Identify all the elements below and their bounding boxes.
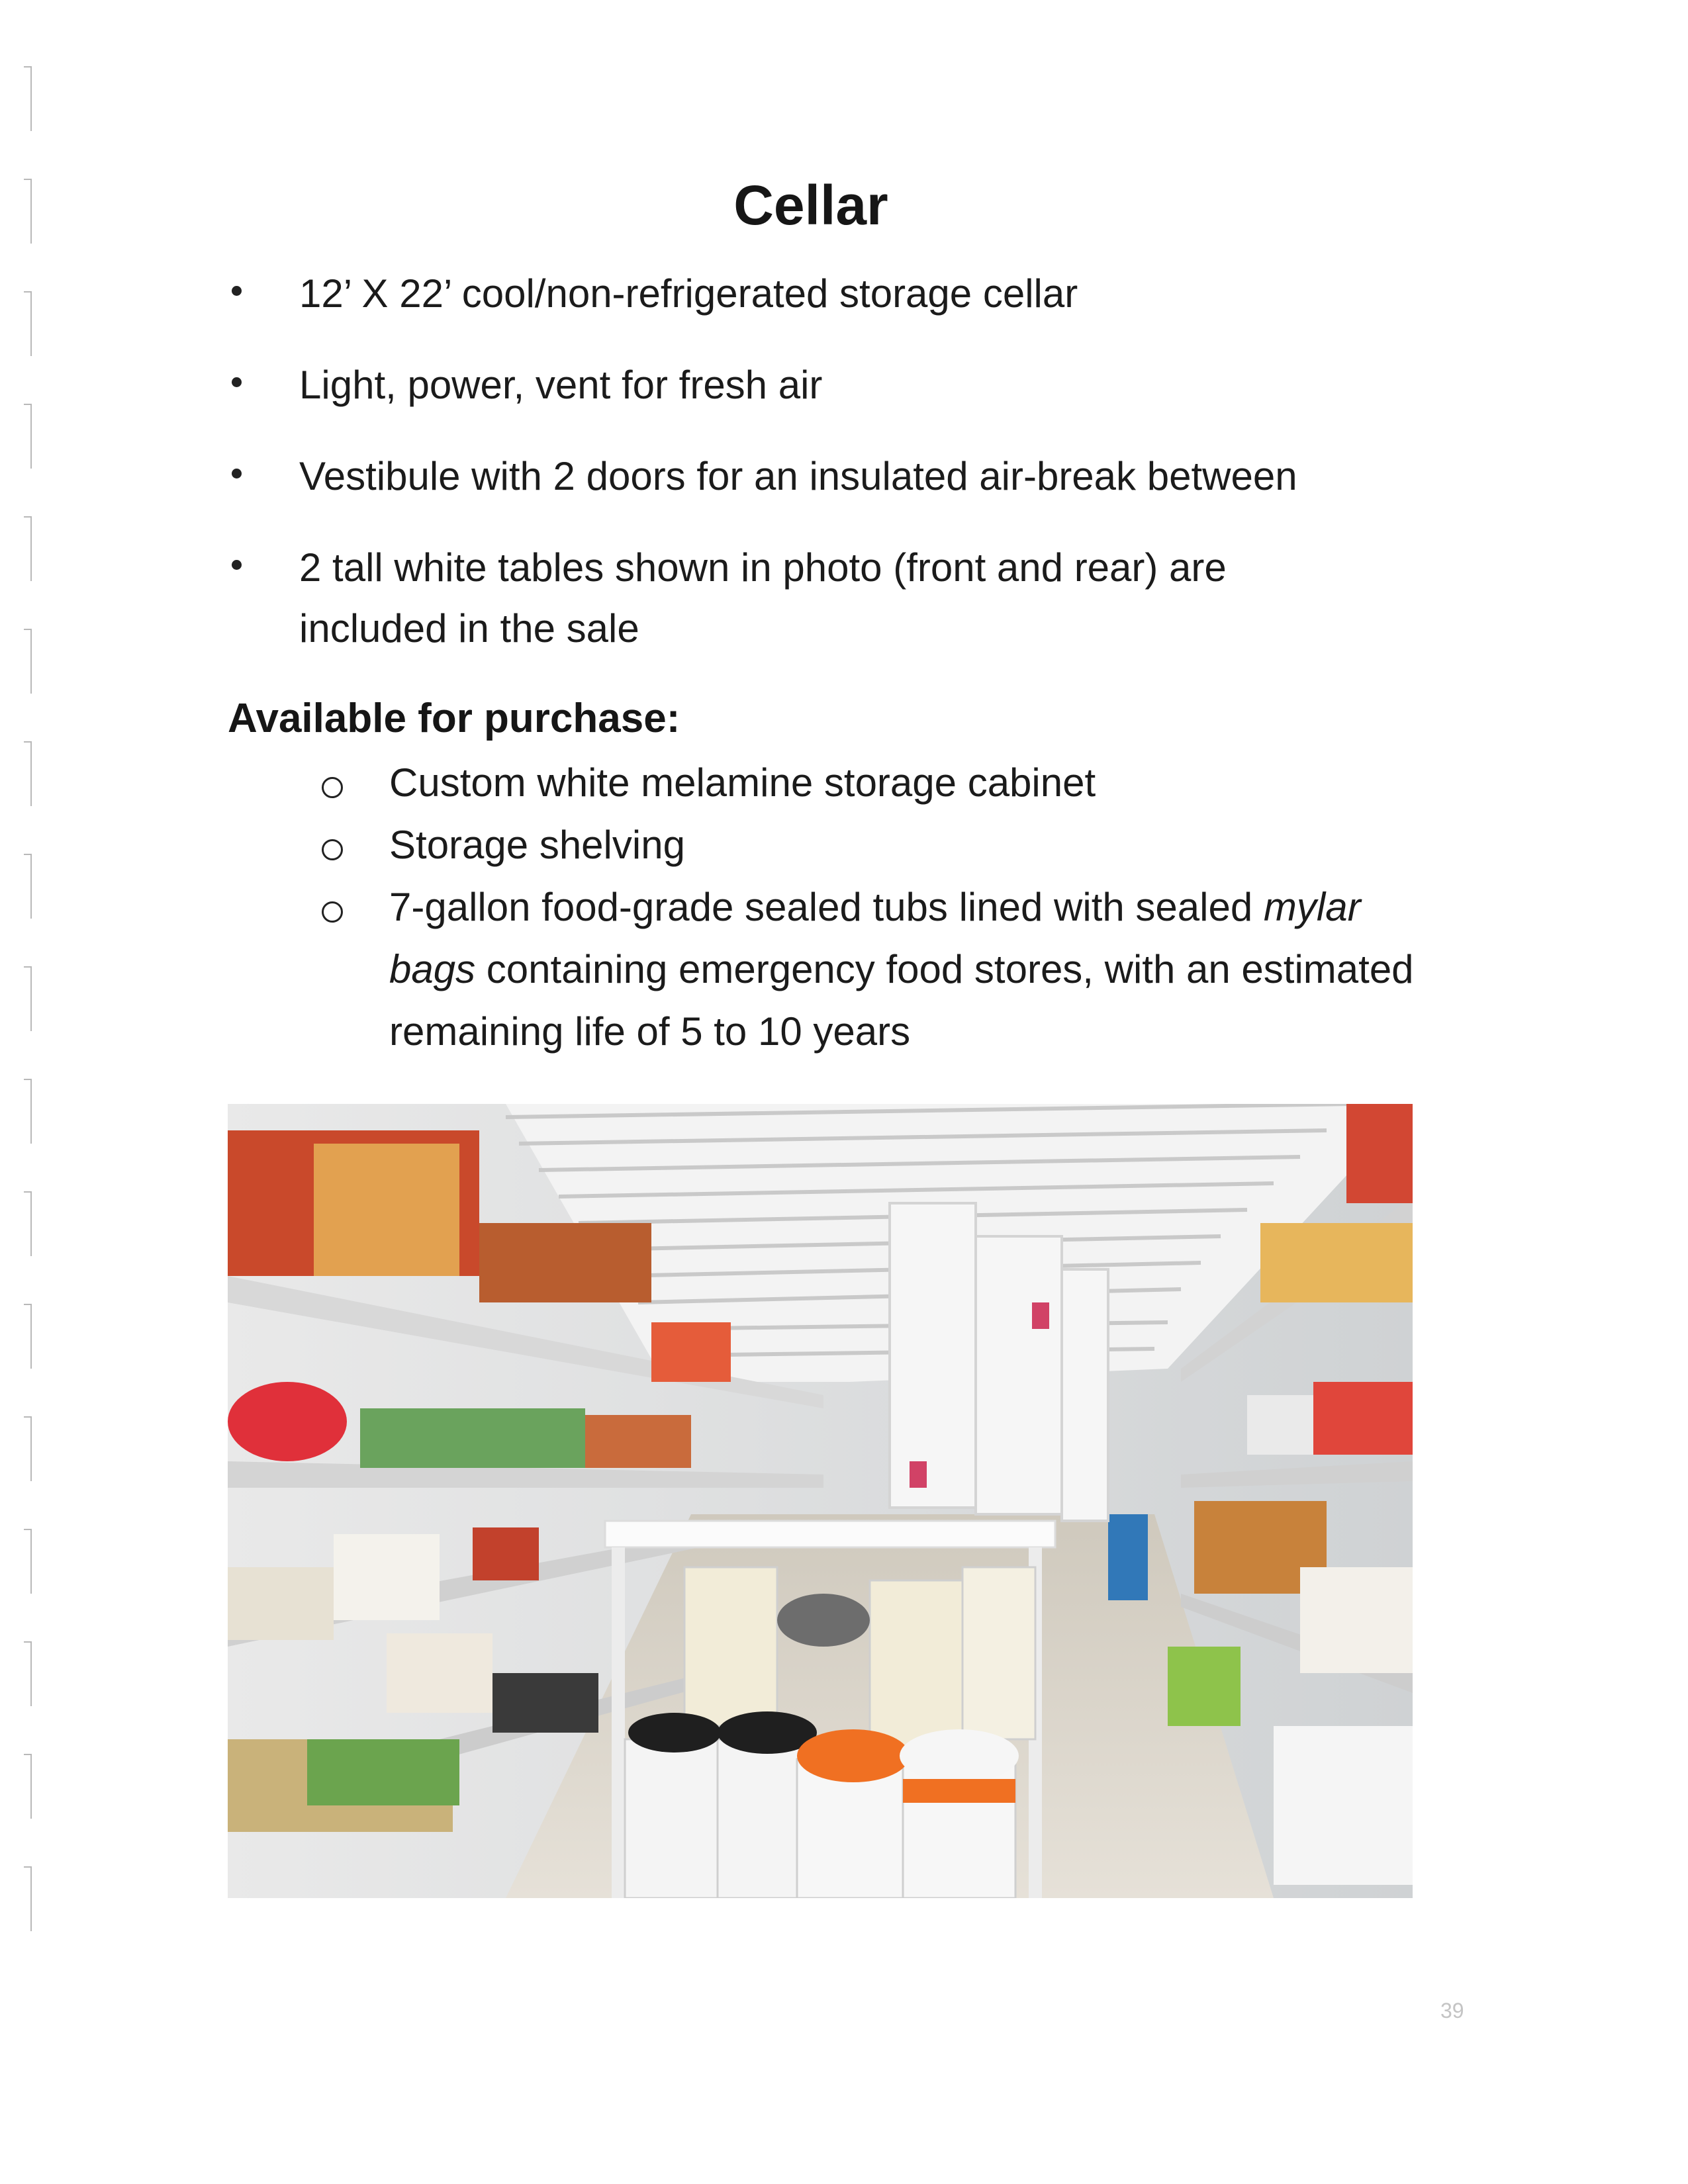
binder-mark [24,1079,32,1144]
bullet-dot-icon [232,286,242,296]
circle-bullet-icon [322,839,343,860]
binder-mark [24,629,32,694]
available-item-text [389,876,1435,1063]
binder-mark [24,741,32,806]
bullet-text: 2 tall white tables shown in photo (front and rear) are included in the sale [299,545,1227,651]
binder-mark [24,1191,32,1256]
bullet-text: Light, power, vent for fresh air [299,363,823,407]
available-item-text: Custom white melamine storage cabinet [389,760,1096,805]
tubs-tail: containing emergency food stores, with an estimated remaining life of 5 to 10 years [389,947,1414,1054]
binder-mark [24,66,32,131]
binder-mark [24,404,32,469]
available-item [318,814,1443,876]
page-title: Cellar [733,174,888,236]
bullet-dot-icon [232,560,242,570]
binder-mark [24,854,32,919]
tubs-emphasis: mylar bags [389,885,1361,991]
available-item-text: Storage shelving [389,823,685,867]
available-heading: Available for purchase: [228,696,680,741]
bullet-text: Vestibule with 2 doors for an insulated air-break between [299,454,1297,498]
circle-bullet-icon [322,901,343,923]
bullet-dot-icon [232,377,242,387]
binder-mark [24,1866,32,1931]
bullet-dot-icon [232,469,242,478]
tubs-lead: 7-gallon food-grade sealed tubs lined with sealed [389,885,1264,929]
cellar-photo [228,1104,1413,1898]
binder-mark [24,1641,32,1706]
available-item [318,876,1443,1063]
binder-mark [24,966,32,1031]
bullet-text: 12’ X 22’ cool/non-refrigerated storage cellar [299,271,1078,316]
binder-mark [24,1529,32,1594]
page-number: 39 [1440,1999,1464,2023]
binder-mark [24,516,32,581]
circle-bullet-icon [322,777,343,798]
binder-mark [24,291,32,356]
available-item [318,752,1443,814]
binder-mark [24,1416,32,1481]
binder-mark [24,1754,32,1819]
binder-mark [24,1304,32,1369]
